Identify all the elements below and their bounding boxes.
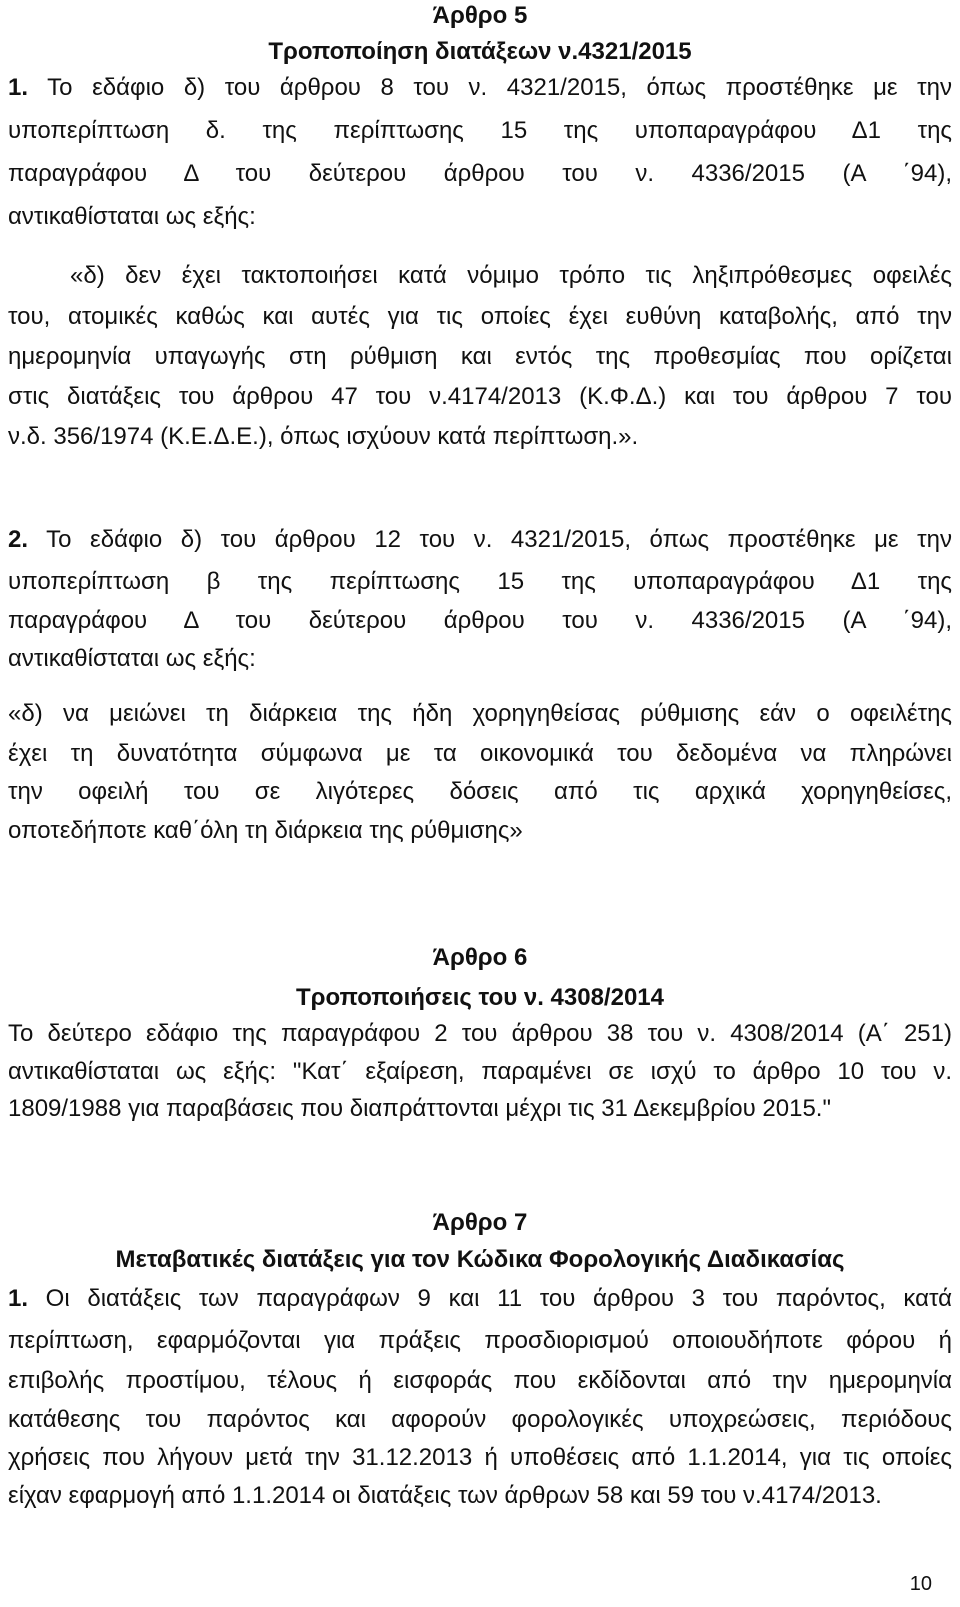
article-5-paragraph-2-line: παραγράφου Δ του δεύτερου άρθρου του ν. 4336/2015 (Α ΄94), — [8, 607, 952, 634]
article-6-line: Το δεύτερο εδάφιο της παραγράφου 2 του άρθρου 38 του ν. 4308/2014 (Α΄ 251) — [8, 1020, 952, 1047]
quote-1-line: ν.δ. 356/1974 (Κ.Ε.Δ.Ε.), όπως ισχύουν κατά περίπτωση.». — [8, 423, 639, 450]
paragraph-number: 1. — [8, 74, 29, 101]
quote-1-line: του, ατομικές καθώς και αυτές για τις οποίες έχει ευθύνη καταβολής, από την — [8, 303, 952, 330]
article-5-subtitle: Τροποποίηση διατάξεων ν.4321/2015 — [268, 38, 692, 65]
article-5-paragraph-1-line: αντικαθίσταται ως εξής: — [8, 203, 256, 230]
article-7-paragraph-1-line: κατάθεσης του παρόντος και αφορούν φορολογικές υποχρεώσεις, περιόδους — [8, 1406, 952, 1433]
article-7-subtitle: Μεταβατικές διατάξεις για τον Κώδικα Φορολογικής Διαδικασίας — [115, 1246, 845, 1273]
article-5-paragraph-2-line: 2. Το εδάφιο δ) του άρθρου 12 του ν. 4321/2015, όπως προστέθηκε με την — [8, 526, 952, 553]
quote-1-line: στις διατάξεις του άρθρου 47 του ν.4174/2013 (Κ.Φ.Δ.) και του άρθρου 7 του — [8, 383, 952, 410]
article-6-title: Άρθρο 6 — [432, 944, 528, 971]
article-6-line: αντικαθίσταται ως εξής: "Κατ΄ εξαίρεση, παραμένει σε ισχύ το άρθρο 10 του ν. — [8, 1058, 952, 1085]
quote-1-line: «δ) δεν έχει τακτοποιήσει κατά νόμιμο τρόπο τις ληξιπρόθεσμες οφειλές — [70, 262, 952, 289]
article-5-paragraph-1-line: υποπερίπτωση δ. της περίπτωσης 15 της υποπαραγράφου Δ1 της — [8, 117, 952, 144]
article-5-paragraph-2-line: αντικαθίσταται ως εξής: — [8, 645, 256, 672]
article-5-title: Άρθρο 5 — [432, 2, 528, 29]
quote-1-line: ημερομηνία υπαγωγής στη ρύθμιση και εντός της προθεσμίας που ορίζεται — [8, 343, 952, 370]
paragraph-number: 2. — [8, 526, 29, 553]
article-7-paragraph-1-line: επιβολής προστίμου, τέλους ή εισφοράς που εκδίδονται από την ημερομηνία — [8, 1367, 952, 1394]
quote-2-line: «δ) να μειώνει τη διάρκεια της ήδη χορηγηθείσας ρύθμισης εάν ο οφειλέτης — [8, 700, 952, 727]
article-7-title: Άρθρο 7 — [432, 1209, 528, 1236]
quote-2-line: οποτεδήποτε καθ΄όλη τη διάρκεια της ρύθμισης» — [8, 817, 523, 844]
article-5-paragraph-1-line: 1. Το εδάφιο δ) του άρθρου 8 του ν. 4321/2015, όπως προστέθηκε με την — [8, 74, 952, 101]
article-7-paragraph-1-line: περίπτωση, εφαρμόζονται για πράξεις προσδιορισμού οποιουδήποτε φόρου ή — [8, 1327, 952, 1354]
paragraph-number: 1. — [8, 1285, 29, 1312]
article-7-paragraph-1-line: χρήσεις που λήγουν μετά την 31.12.2013 ή υποθέσεις από 1.1.2014, για τις οποίες — [8, 1444, 952, 1471]
page-number: 10 — [909, 1573, 932, 1595]
article-7-paragraph-1-line: 1. Οι διατάξεις των παραγράφων 9 και 11 του άρθρου 3 του παρόντος, κατά — [8, 1285, 952, 1312]
quote-2-line: την οφειλή του σε λιγότερες δόσεις από τις αρχικά χορηγηθείσες, — [8, 778, 952, 805]
article-5-paragraph-1-line: παραγράφου Δ του δεύτερου άρθρου του ν. 4336/2015 (Α ΄94), — [8, 160, 952, 187]
article-7-paragraph-1-line: είχαν εφαρμογή από 1.1.2014 οι διατάξεις των άρθρων 58 και 59 του ν.4174/2013. — [8, 1482, 882, 1509]
quote-2-line: έχει τη δυνατότητα σύμφωνα με τα οικονομικά του δεδομένα να πληρώνει — [8, 740, 952, 767]
article-6-subtitle: Τροποποιήσεις του ν. 4308/2014 — [296, 984, 664, 1011]
article-6-line: 1809/1988 για παραβάσεις που διαπράττονται μέχρι τις 31 Δεκεμβρίου 2015." — [8, 1095, 831, 1122]
article-5-paragraph-2-line: υποπερίπτωση β της περίπτωσης 15 της υποπαραγράφου Δ1 της — [8, 568, 952, 595]
